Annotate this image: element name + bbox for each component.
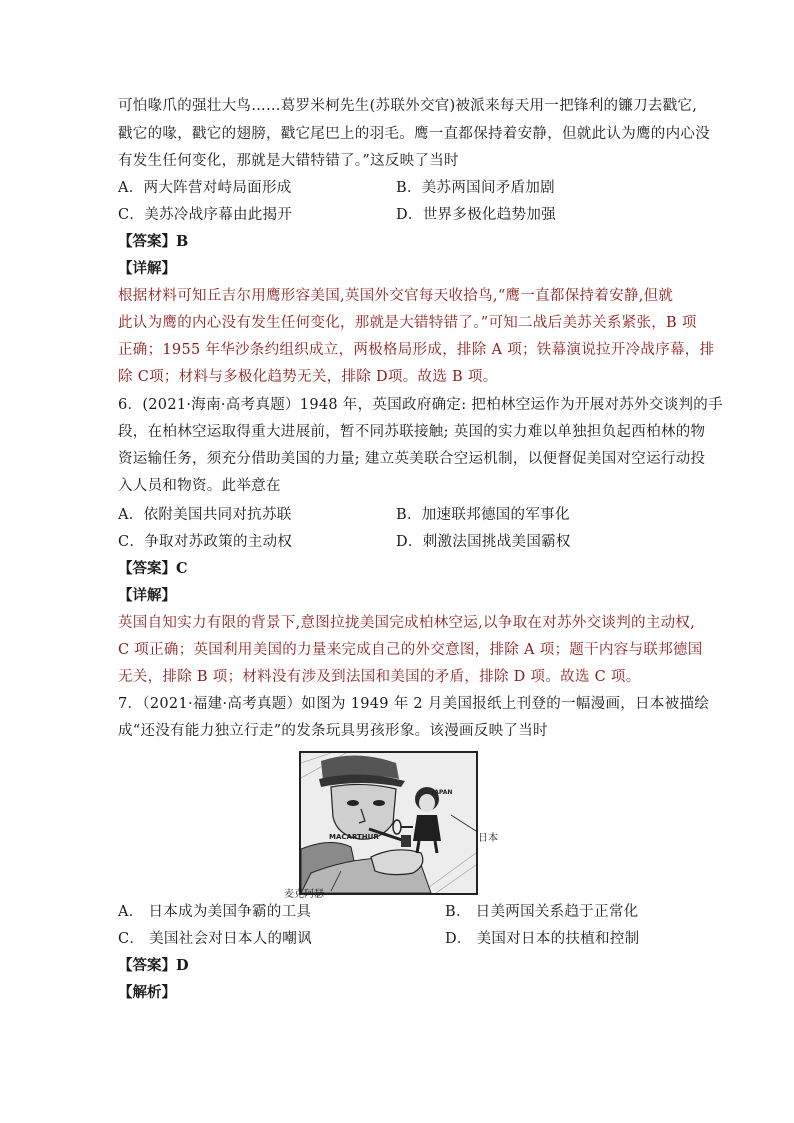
q6-stem-line-4: 入人员和物资。此举意在 <box>118 478 281 494</box>
q5-detail-line-1: 根据材料可知丘吉尔用鹰形容美国,英国外交官每天收拾鸟,“鹰一直都保持着安静,但就 <box>118 288 674 304</box>
q5-detail-line-3: 正确；1955 年华沙条约组织成立，两极格局形成，排除 A 项；铁幕演说拉开冷战序幕，排 <box>118 342 715 358</box>
q7-option-b: B． 日美两国关系趋于正常化 <box>445 904 639 920</box>
q5-option-c: C．美苏冷战序幕由此揭开 <box>118 207 293 223</box>
cartoon-drawing <box>301 753 476 893</box>
q5-detail-label: 【详解】 <box>118 260 176 277</box>
q7-answer: 【答案】D <box>118 957 189 974</box>
cartoon-figure <box>299 751 478 895</box>
q5-detail-line-2: 此认为鹰的内心没有发生任何变化，那就是大错特错了。”可知二战后美苏关系紧张，B 项 <box>118 315 697 331</box>
q5-stem-line-2: 戳它的喙，戳它的翅膀，戳它尾巴上的羽毛。鹰一直都保持着安静，但就此认为鹰的内心没 <box>118 126 710 142</box>
cartoon-label-macarthur-en: MACARTHUR <box>329 833 379 841</box>
figure-caption-macarthur: 麦克阿瑟 <box>284 889 324 900</box>
figure-caption-japan: 日本 <box>478 833 498 844</box>
q6-option-b: B．加速联邦德国的军事化 <box>396 507 570 523</box>
q7-option-c: C． 美国社会对日本人的嘲讽 <box>118 931 312 947</box>
q7-stem-line-2: 成“还没有能力独立行走”的发条玩具男孩形象。该漫画反映了当时 <box>118 723 548 739</box>
q5-option-b: B．美苏两国间矛盾加剧 <box>396 180 555 196</box>
q7-analysis-label: 【解析】 <box>118 984 176 1001</box>
q6-detail-line-3: 无关，排除 B 项；材料没有涉及到法国和美国的矛盾，排除 D 项。故选 C 项。 <box>118 669 641 685</box>
q5-detail-line-4: 除 C项；材料与多极化趋势无关，排除 D项。故选 B 项。 <box>118 369 498 385</box>
q6-detail-line-1: 英国自知实力有限的背景下,意图拉拢美国完成柏林空运,以争取在对苏外交谈判的主动权, <box>118 615 696 631</box>
q7-option-d: D． 美国对日本的扶植和控制 <box>445 931 640 947</box>
q5-option-a: A．两大阵营对峙局面形成 <box>118 180 292 196</box>
q7-option-a: A． 日本成为美国争霸的工具 <box>118 904 312 920</box>
q7-stem-line-1: 7．（2021·福建·高考真题）如图为 1949 年 2 月美国报纸上刊登的一幅漫画，日本被描绘 <box>118 696 710 712</box>
q5-stem-line-3: 有发生任何变化，那就是大错特错了。”这反映了当时 <box>118 153 459 169</box>
q6-stem-line-1: 6．(2021·海南·高考真题）1948 年，英国政府确定: 把柏林空运作为开展对苏外交谈判的手 <box>118 397 723 413</box>
q5-stem-line-1: 可怕喙爪的强壮大鸟……葛罗米柯先生(苏联外交官)被派来每天用一把锋利的镰刀去戳它, <box>118 98 698 114</box>
q5-option-d: D．世界多极化趋势加强 <box>396 207 556 223</box>
q6-option-c: C．争取对苏政策的主动权 <box>118 534 293 550</box>
q6-detail-line-2: C 项正确；英国利用美国的力量来完成自己的外交意图，排除 A 项；题干内容与联邦德国 <box>118 642 703 658</box>
q6-answer: 【答案】C <box>118 560 188 577</box>
q6-detail-label: 【详解】 <box>118 587 176 604</box>
q6-stem-line-2: 段，在柏林空运取得重大进展前，暂不同苏联接触; 英国的实力难以单独担负起西柏林的物 <box>118 424 706 440</box>
cartoon-label-japan-en: JAPAN <box>432 789 453 796</box>
q5-answer: 【答案】B <box>118 233 189 250</box>
q6-stem-line-3: 资运输任务，须充分借助美国的力量; 建立英美联合空运机制，以便督促美国对空运行动投 <box>118 451 706 467</box>
q6-option-a: A．依附美国共同对抗苏联 <box>118 507 292 523</box>
q6-option-d: D．刺激法国挑战美国霸权 <box>396 534 571 550</box>
